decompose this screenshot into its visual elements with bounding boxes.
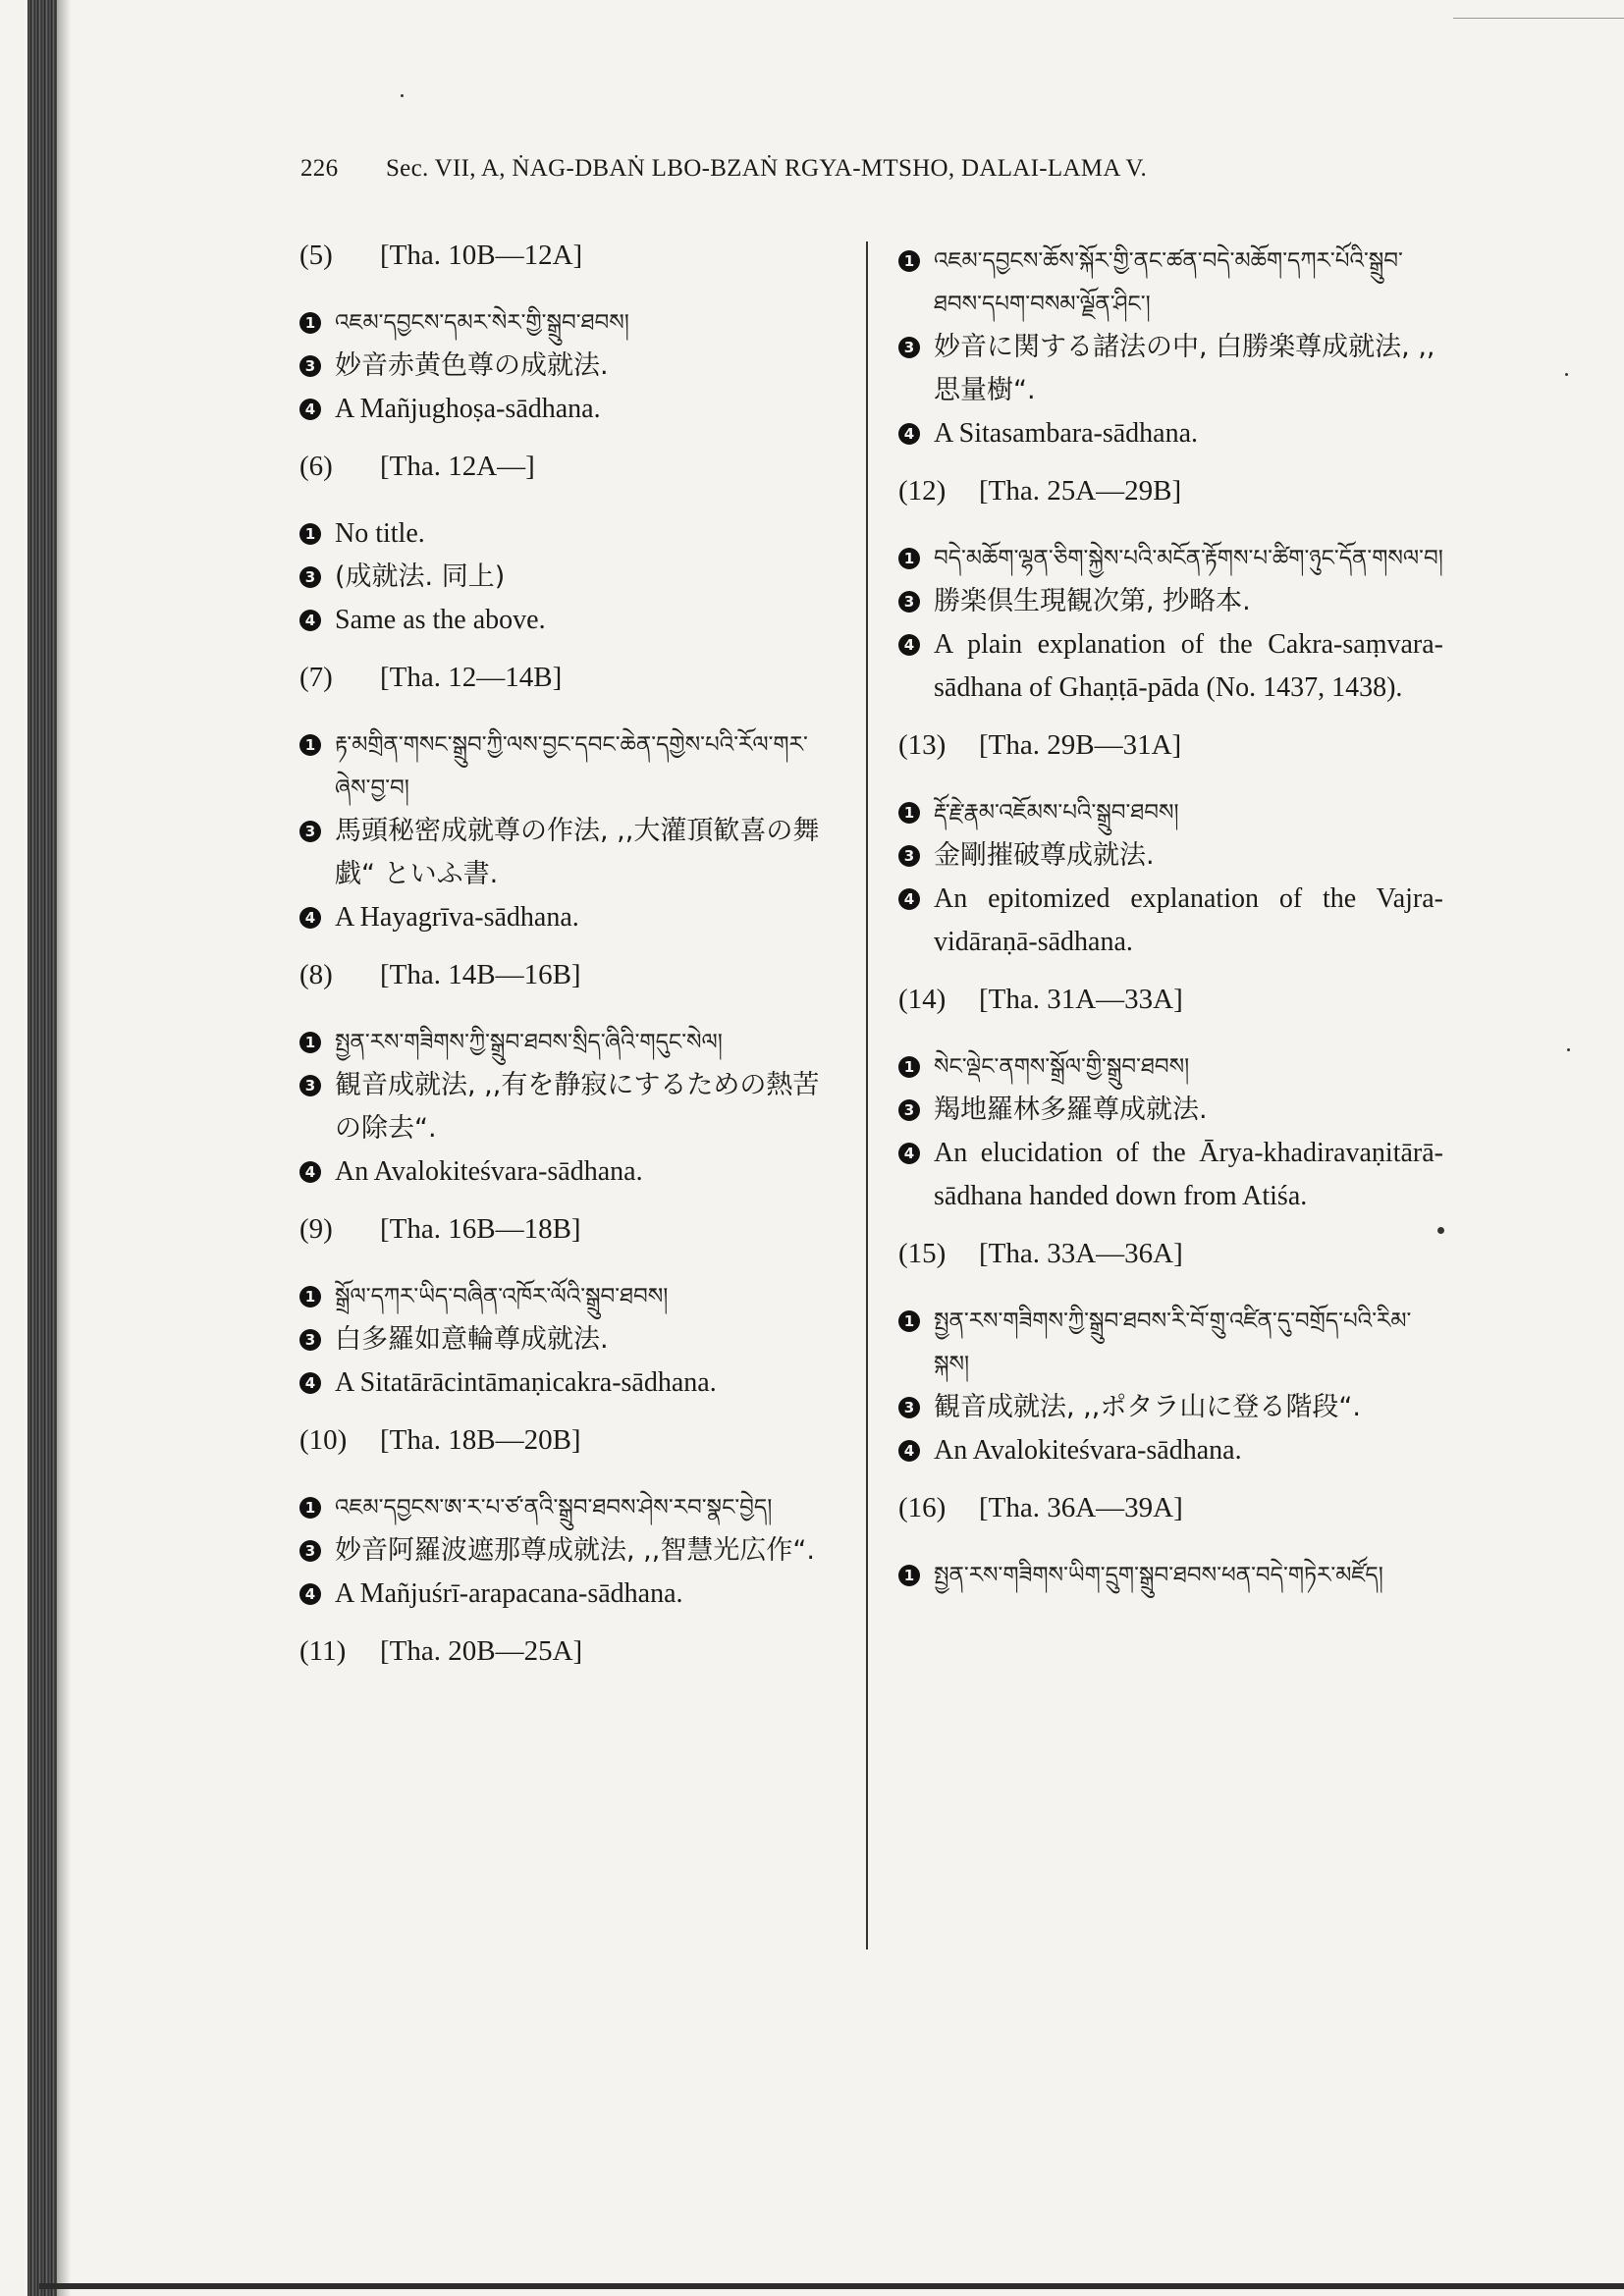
circled-number-icon: 3 (898, 337, 920, 358)
english-description: A Sitatārācintāmaṇicakra-sādhana. (335, 1367, 717, 1398)
entry-heading (898, 1238, 1443, 1270)
ink-speck (1567, 1048, 1570, 1051)
entry-line-en (299, 599, 835, 642)
entry-line-en (898, 1132, 1443, 1218)
english-description: An epitomized explanation of the Vajra-vidāraṇā-sādhana. (934, 883, 1443, 957)
entry-line-tib (299, 1021, 835, 1064)
circled-number-icon: 4 (898, 888, 920, 910)
circled-number-icon: 4 (898, 634, 920, 656)
english-description: Same as the above. (335, 605, 546, 635)
entry-reference: [Tha. 10B—12A] (380, 240, 583, 271)
entry-line-jp (898, 1089, 1443, 1132)
circled-number-icon: 1 (299, 1286, 321, 1308)
entry-number: (5) (299, 240, 333, 271)
entry-line-en (898, 412, 1443, 455)
entry-reference: [Tha. 25A—29B] (979, 475, 1182, 507)
tibetan-title: འཇམ་དབྱངས་དམར་སེར་གྱི་སྒྲུབ་ཐབས། (335, 310, 629, 336)
english-description: A Hayagrīva-sādhana. (335, 902, 579, 933)
entry-reference: [Tha. 29B—31A] (979, 729, 1182, 761)
left-column (299, 240, 835, 1697)
entry-line-en (299, 896, 835, 939)
entry-line-jp (299, 1318, 835, 1362)
ink-speck (1565, 373, 1568, 376)
entry-line-jp (299, 1064, 835, 1150)
circled-number-icon: 3 (898, 1099, 920, 1121)
page-header (300, 155, 1147, 183)
entry-line-jp (299, 1529, 835, 1573)
catalog-entry (299, 451, 835, 642)
circled-number-icon: 4 (299, 399, 321, 420)
ink-speck (401, 94, 404, 97)
entry-reference: [Tha. 14B—16B] (380, 959, 581, 990)
tibetan-title: འཇམ་དབྱངས་ཨ་ར་པ་ཙ་ནའི་སྒྲུབ་ཐབས་ཤེས་རབ་སྣང་བྱེད། (335, 1495, 773, 1521)
entry-line-tib (898, 537, 1443, 580)
english-description: An Avalokiteśvara-sādhana. (335, 1156, 643, 1187)
entry-reference: [Tha. 18B—20B] (380, 1424, 581, 1456)
catalog-entry (898, 475, 1443, 710)
catalog-entry (299, 1213, 835, 1405)
entry-heading (898, 1492, 1443, 1524)
entry-line-jp (299, 556, 835, 599)
catalog-entry (898, 729, 1443, 964)
entry-number: (16) (898, 1492, 947, 1523)
entry-reference: [Tha. 33A—36A] (979, 1238, 1183, 1269)
catalog-entry (898, 240, 1443, 455)
japanese-title: 勝楽倶生現観次第, 抄略本. (934, 586, 1251, 616)
entry-line-tib (299, 1486, 835, 1529)
circled-number-icon: 4 (299, 907, 321, 929)
entry-line-jp (299, 345, 835, 388)
circled-number-icon: 3 (299, 821, 321, 842)
entry-heading (898, 729, 1443, 762)
catalog-entry (898, 1492, 1443, 1597)
english-description: An Avalokiteśvara-sādhana. (934, 1435, 1242, 1466)
circled-number-icon: 1 (898, 1056, 920, 1078)
catalog-entry (299, 1635, 835, 1668)
tibetan-title: སྤྱན་རས་གཟིགས་ཀྱི་སྒྲུབ་ཐབས་རི་བོ་གྲུ་འཛིན་དུ་བགྲོད་པའི་རིམ་སྐས། (934, 1308, 1412, 1377)
circled-number-icon: 3 (299, 566, 321, 588)
circled-number-icon: 3 (299, 1329, 321, 1351)
circled-number-icon: 1 (898, 1565, 920, 1586)
tibetan-title: སྤྱན་རས་གཟིགས་ཀྱི་སྒྲུབ་ཐབས་སྲིད་ཞིའི་གདུང་སེལ། (335, 1030, 723, 1055)
tibetan-title: སེང་ལྡེང་ནགས་སྒྲོལ་གྱི་སྒྲུབ་ཐབས། (934, 1054, 1190, 1080)
english-description: No title. (335, 518, 425, 549)
circled-number-icon: 1 (898, 250, 920, 272)
entry-line-jp (898, 326, 1443, 412)
catalog-entry (299, 1424, 835, 1616)
entry-heading (299, 451, 835, 483)
entry-heading (299, 1213, 835, 1246)
entry-line-en (299, 1150, 835, 1194)
entry-number: (10) (299, 1424, 348, 1456)
circled-number-icon: 4 (299, 610, 321, 631)
tibetan-title: བདེ་མཆོག་ལྷན་ཅིག་སྐྱེས་པའི་མངོན་རྟོགས་པ་ཚིག་ཉུང་དོན་གསལ་བ། (934, 546, 1443, 571)
entry-number: (13) (898, 729, 947, 761)
tibetan-title: སྒྲོལ་དཀར་ཡིད་བཞིན་འཁོར་ལོའི་སྒྲུབ་ཐབས། (335, 1284, 669, 1309)
catalog-entry (299, 959, 835, 1194)
japanese-title: 観音成就法, ,,ポタラ山に登る階段“. (934, 1392, 1361, 1422)
entry-line-en (898, 878, 1443, 964)
circled-number-icon: 1 (898, 802, 920, 824)
entry-line-tib (299, 301, 835, 345)
entry-reference: [Tha. 12A—] (380, 451, 535, 482)
entry-line-en (299, 1573, 835, 1616)
japanese-title: 馬頭秘密成就尊の作法, ,,大灌頂歓喜の舞戯“ といふ書. (335, 816, 820, 889)
japanese-title: 観音成就法, ,,有を静寂にするための熱苦の除去“. (335, 1070, 820, 1144)
entry-line-tib (299, 1275, 835, 1318)
scan-top-rule (1453, 18, 1624, 19)
japanese-title: 白多羅如意輪尊成就法. (335, 1324, 609, 1355)
tibetan-title: འཇམ་དབྱངས་ཆོས་སྐོར་གྱི་ནང་ཚན་བདེ་མཆོག་དཀར་པོའི་སྒྲུབ་ཐབས་དཔག་བསམ་ལྗོན་ཤིང་། (934, 248, 1403, 317)
japanese-title: 妙音に関する諸法の中, 白勝楽尊成就法, ,,思量樹“. (934, 332, 1435, 405)
entry-line-en (299, 512, 835, 556)
circled-number-icon: 4 (898, 423, 920, 445)
entry-reference: [Tha. 36A—39A] (979, 1492, 1183, 1523)
circled-number-icon: 1 (299, 734, 321, 756)
catalog-entry (898, 1238, 1443, 1472)
catalog-entry (299, 240, 835, 431)
entry-number: (15) (898, 1238, 947, 1269)
entry-line-jp (898, 1386, 1443, 1429)
entry-line-tib (299, 723, 835, 810)
circled-number-icon: 3 (299, 1540, 321, 1562)
entry-heading (898, 475, 1443, 507)
circled-number-icon: 1 (898, 548, 920, 569)
entry-reference: [Tha. 16B—18B] (380, 1213, 581, 1245)
entry-line-jp (898, 834, 1443, 878)
english-description: An elucidation of the Ārya-khadiravaṇitārā-sādhana handed down from Atiśa. (934, 1138, 1443, 1211)
entry-line-jp (299, 810, 835, 896)
column-divider (866, 241, 868, 1949)
entry-line-en (299, 388, 835, 431)
entry-heading (299, 1424, 835, 1457)
entry-reference: [Tha. 12—14B] (380, 662, 563, 693)
circled-number-icon: 4 (898, 1143, 920, 1164)
tibetan-title: སྤྱན་རས་གཟིགས་ཡིག་དྲུག་སྒྲུབ་ཐབས་ཕན་བདེ་གཏེར་མཛོད། (934, 1563, 1383, 1588)
circled-number-icon: 4 (299, 1161, 321, 1183)
circled-number-icon: 4 (299, 1372, 321, 1394)
entry-heading (299, 959, 835, 991)
bottom-page-edge (39, 2283, 1624, 2289)
entry-number: (11) (299, 1635, 347, 1667)
catalog-entry (299, 662, 835, 939)
circled-number-icon: 3 (898, 845, 920, 867)
english-description: A Sitasambara-sādhana. (934, 418, 1199, 449)
circled-number-icon: 1 (299, 312, 321, 334)
circled-number-icon: 3 (299, 355, 321, 377)
entry-line-tib (898, 1300, 1443, 1386)
entry-reference: [Tha. 31A—33A] (979, 984, 1183, 1015)
entry-number: (7) (299, 662, 333, 693)
japanese-title: 妙音阿羅波遮那尊成就法, ,,智慧光広作“. (335, 1535, 815, 1566)
entry-number: (8) (299, 959, 333, 990)
japanese-title: 金剛摧破尊成就法. (934, 840, 1155, 871)
catalog-entry (898, 984, 1443, 1218)
entry-number: (14) (898, 984, 947, 1015)
entry-line-tib (898, 240, 1443, 326)
circled-number-icon: 4 (898, 1440, 920, 1462)
entry-line-en (299, 1362, 835, 1405)
circled-number-icon: 1 (299, 1032, 321, 1053)
entry-line-tib (898, 1045, 1443, 1089)
entry-heading (299, 240, 835, 272)
circled-number-icon: 3 (299, 1075, 321, 1096)
entry-line-en (898, 1429, 1443, 1472)
entry-heading (299, 1635, 835, 1668)
entry-reference: [Tha. 20B—25A] (380, 1635, 583, 1667)
circled-number-icon: 1 (299, 523, 321, 545)
tibetan-title: རྡོ་རྗེ་རྣམ་འཇོམས་པའི་སྒྲུབ་ཐབས། (934, 800, 1179, 826)
circled-number-icon: 1 (299, 1497, 321, 1519)
entry-line-tib (898, 1554, 1443, 1597)
page-number: 226 (300, 155, 339, 182)
entry-line-jp (898, 580, 1443, 623)
entry-number: (9) (299, 1213, 333, 1245)
english-description: A Mañjughoṣa-sādhana. (335, 394, 601, 424)
english-description: A plain explanation of the Cakra-saṃvara-sādhana of Ghaṇṭā-pāda (No. 1437, 1438). (934, 629, 1443, 703)
entry-number: (6) (299, 451, 333, 482)
circled-number-icon: 4 (299, 1583, 321, 1605)
english-description: A Mañjuśrī-arapacana-sādhana. (335, 1578, 683, 1609)
entry-line-tib (898, 791, 1443, 834)
entry-heading (898, 984, 1443, 1016)
binding-shadow (57, 0, 71, 2296)
entry-number: (12) (898, 475, 947, 507)
circled-number-icon: 1 (898, 1310, 920, 1332)
book-binding-edge (27, 0, 57, 2296)
tibetan-title: རྟ་མགྲིན་གསང་སྒྲུབ་ཀྱི་ལས་བྱང་དབང་ཆེན་དགྱེས་པའི་རོལ་གར་ཞེས་བྱ་བ། (335, 732, 808, 801)
ink-speck (1437, 1227, 1444, 1234)
circled-number-icon: 3 (898, 1397, 920, 1418)
circled-number-icon: 3 (898, 591, 920, 613)
japanese-title: (成就法. 同上) (335, 561, 506, 592)
entry-heading (299, 662, 835, 694)
running-title: Sec. VII, A, ṄAG-DBAṄ LBO-BZAṄ RGYA-MTSHO, DALAI-LAMA V. (385, 155, 1148, 182)
entry-line-en (898, 623, 1443, 710)
japanese-title: 羯地羅林多羅尊成就法. (934, 1095, 1208, 1125)
right-column (898, 240, 1443, 1617)
japanese-title: 妙音赤黄色尊の成就法. (335, 350, 609, 381)
